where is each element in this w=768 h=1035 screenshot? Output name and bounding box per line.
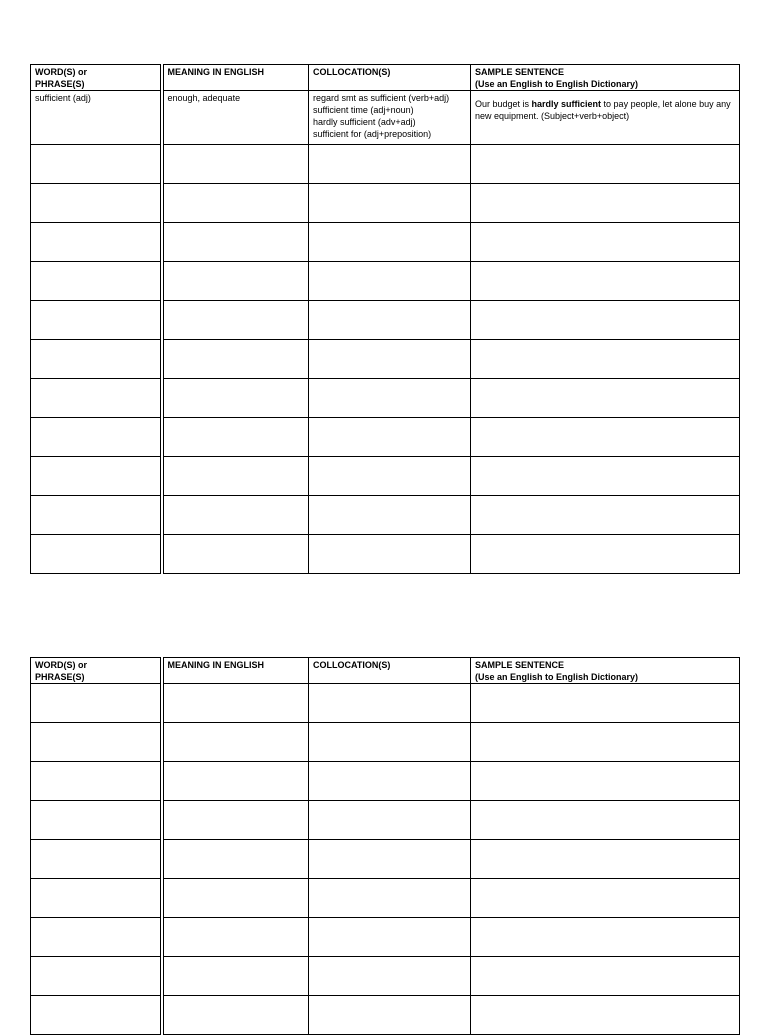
blank-cell[interactable] (31, 418, 162, 457)
blank-cell[interactable] (31, 340, 162, 379)
blank-row (31, 762, 740, 801)
blank-cell[interactable] (309, 801, 471, 840)
blank-cell[interactable] (471, 801, 740, 840)
header-sentence-title: SAMPLE SENTENCE (475, 660, 565, 670)
blank-cell[interactable] (162, 418, 309, 457)
blank-cell[interactable] (31, 301, 162, 340)
collocation-item: regard smt as sufficient (verb+adj) (313, 93, 450, 103)
blank-cell[interactable] (162, 457, 309, 496)
header-word-line-2: PHRASE(S) (35, 79, 85, 89)
blank-cell[interactable] (309, 262, 471, 301)
blank-cell[interactable] (309, 879, 471, 918)
blank-cell[interactable] (31, 840, 162, 879)
blank-row (31, 223, 740, 262)
blank-cell[interactable] (471, 496, 740, 535)
blank-cell[interactable] (309, 684, 471, 723)
blank-cell[interactable] (309, 840, 471, 879)
header-word (31, 65, 162, 91)
blank-cell[interactable] (162, 223, 309, 262)
blank-cell[interactable] (309, 379, 471, 418)
blank-cell[interactable] (162, 762, 309, 801)
blank-cell[interactable] (309, 340, 471, 379)
blank-cell[interactable] (309, 996, 471, 1035)
header-word-line-1: WORD(S) or (35, 67, 87, 77)
collocation-item: sufficient time (adj+noun) (313, 105, 414, 115)
header-word-line-1: WORD(S) or (35, 660, 87, 670)
blank-cell[interactable] (471, 762, 740, 801)
blank-cell[interactable] (162, 801, 309, 840)
blank-cell[interactable] (471, 996, 740, 1035)
blank-cell[interactable] (309, 145, 471, 184)
blank-row (31, 535, 740, 574)
blank-cell[interactable] (31, 684, 162, 723)
header-collocation: COLLOCATION(S) (309, 658, 471, 684)
blank-cell[interactable] (31, 723, 162, 762)
sample-sentence (475, 98, 735, 122)
blank-cell[interactable] (162, 684, 309, 723)
header-meaning: MEANING IN ENGLISH (162, 65, 309, 91)
blank-cell[interactable] (309, 957, 471, 996)
blank-cell[interactable] (309, 184, 471, 223)
blank-cell[interactable] (162, 996, 309, 1035)
vocabulary-table-1 (30, 64, 740, 574)
blank-cell[interactable] (471, 184, 740, 223)
blank-row (31, 457, 740, 496)
blank-cell[interactable] (309, 457, 471, 496)
blank-cell[interactable] (162, 918, 309, 957)
blank-cell[interactable] (309, 301, 471, 340)
sentence-after: to pay people, let alone buy any new equipment. (Subject+verb+object) (475, 99, 731, 121)
header-word (31, 658, 162, 684)
blank-row (31, 496, 740, 535)
header-sentence-title: SAMPLE SENTENCE (475, 67, 565, 77)
header-sentence (471, 65, 740, 91)
example-meaning: enough, adequate (162, 91, 309, 145)
blank-cell[interactable] (162, 301, 309, 340)
blank-cell[interactable] (309, 418, 471, 457)
blank-cell[interactable] (471, 223, 740, 262)
blank-row (31, 184, 740, 223)
blank-cell[interactable] (162, 535, 309, 574)
blank-cell[interactable] (309, 918, 471, 957)
blank-cell[interactable] (471, 145, 740, 184)
blank-cell[interactable] (31, 996, 162, 1035)
blank-cell[interactable] (309, 496, 471, 535)
blank-row (31, 340, 740, 379)
sentence-bold: hardly sufficient (531, 99, 602, 109)
blank-row (31, 418, 740, 457)
blank-row (31, 801, 740, 840)
blank-cell[interactable] (31, 457, 162, 496)
blank-cell[interactable] (31, 496, 162, 535)
blank-cell[interactable] (31, 918, 162, 957)
blank-row (31, 379, 740, 418)
blank-cell[interactable] (162, 496, 309, 535)
blank-cell[interactable] (309, 535, 471, 574)
blank-cell[interactable] (31, 262, 162, 301)
header-sentence-note: (Use an English to English Dictionary) (475, 672, 639, 682)
blank-cell[interactable] (162, 145, 309, 184)
blank-cell[interactable] (162, 184, 309, 223)
blank-row (31, 145, 740, 184)
blank-cell[interactable] (31, 879, 162, 918)
blank-cell[interactable] (31, 145, 162, 184)
table-header-row (31, 658, 740, 684)
blank-row (31, 996, 740, 1035)
example-collocations (309, 91, 471, 145)
example-row (31, 91, 740, 145)
blank-cell[interactable] (31, 762, 162, 801)
example-sentence (471, 91, 740, 145)
blank-cell[interactable] (471, 957, 740, 996)
collocation-item: sufficient for (adj+preposition) (313, 129, 432, 139)
collocation-item: hardly sufficient (adv+adj) (313, 117, 416, 127)
blank-cell[interactable] (31, 184, 162, 223)
header-collocation: COLLOCATION(S) (309, 65, 471, 91)
blank-row (31, 879, 740, 918)
sentence-before: Our budget is (475, 99, 532, 109)
blank-cell[interactable] (31, 535, 162, 574)
blank-cell[interactable] (471, 879, 740, 918)
blank-cell[interactable] (471, 262, 740, 301)
blank-row (31, 684, 740, 723)
blank-cell[interactable] (471, 723, 740, 762)
blank-cell[interactable] (162, 879, 309, 918)
header-meaning: MEANING IN ENGLISH (162, 658, 309, 684)
blank-row (31, 262, 740, 301)
example-word: sufficient (adj) (31, 91, 162, 145)
blank-cell[interactable] (309, 223, 471, 262)
blank-cell[interactable] (471, 684, 740, 723)
blank-row (31, 301, 740, 340)
blank-cell[interactable] (162, 340, 309, 379)
blank-cell[interactable] (471, 301, 740, 340)
blank-cell[interactable] (471, 918, 740, 957)
table-header-row (31, 65, 740, 91)
blank-cell[interactable] (471, 379, 740, 418)
blank-row (31, 723, 740, 762)
blank-row (31, 840, 740, 879)
blank-cell[interactable] (31, 379, 162, 418)
blank-cell[interactable] (162, 723, 309, 762)
blank-cell[interactable] (31, 801, 162, 840)
header-word-line-2: PHRASE(S) (35, 672, 85, 682)
header-sentence (471, 658, 740, 684)
blank-row (31, 918, 740, 957)
blank-cell[interactable] (471, 340, 740, 379)
blank-cell[interactable] (31, 957, 162, 996)
blank-cell[interactable] (309, 762, 471, 801)
blank-cell[interactable] (471, 457, 740, 496)
blank-cell[interactable] (309, 723, 471, 762)
blank-cell[interactable] (162, 262, 309, 301)
vocabulary-table-2 (30, 657, 740, 1035)
blank-cell[interactable] (162, 840, 309, 879)
blank-cell[interactable] (162, 379, 309, 418)
blank-cell[interactable] (162, 957, 309, 996)
header-sentence-note: (Use an English to English Dictionary) (475, 79, 639, 89)
blank-cell[interactable] (471, 535, 740, 574)
blank-cell[interactable] (471, 418, 740, 457)
blank-row (31, 957, 740, 996)
blank-cell[interactable] (471, 840, 740, 879)
blank-cell[interactable] (31, 223, 162, 262)
